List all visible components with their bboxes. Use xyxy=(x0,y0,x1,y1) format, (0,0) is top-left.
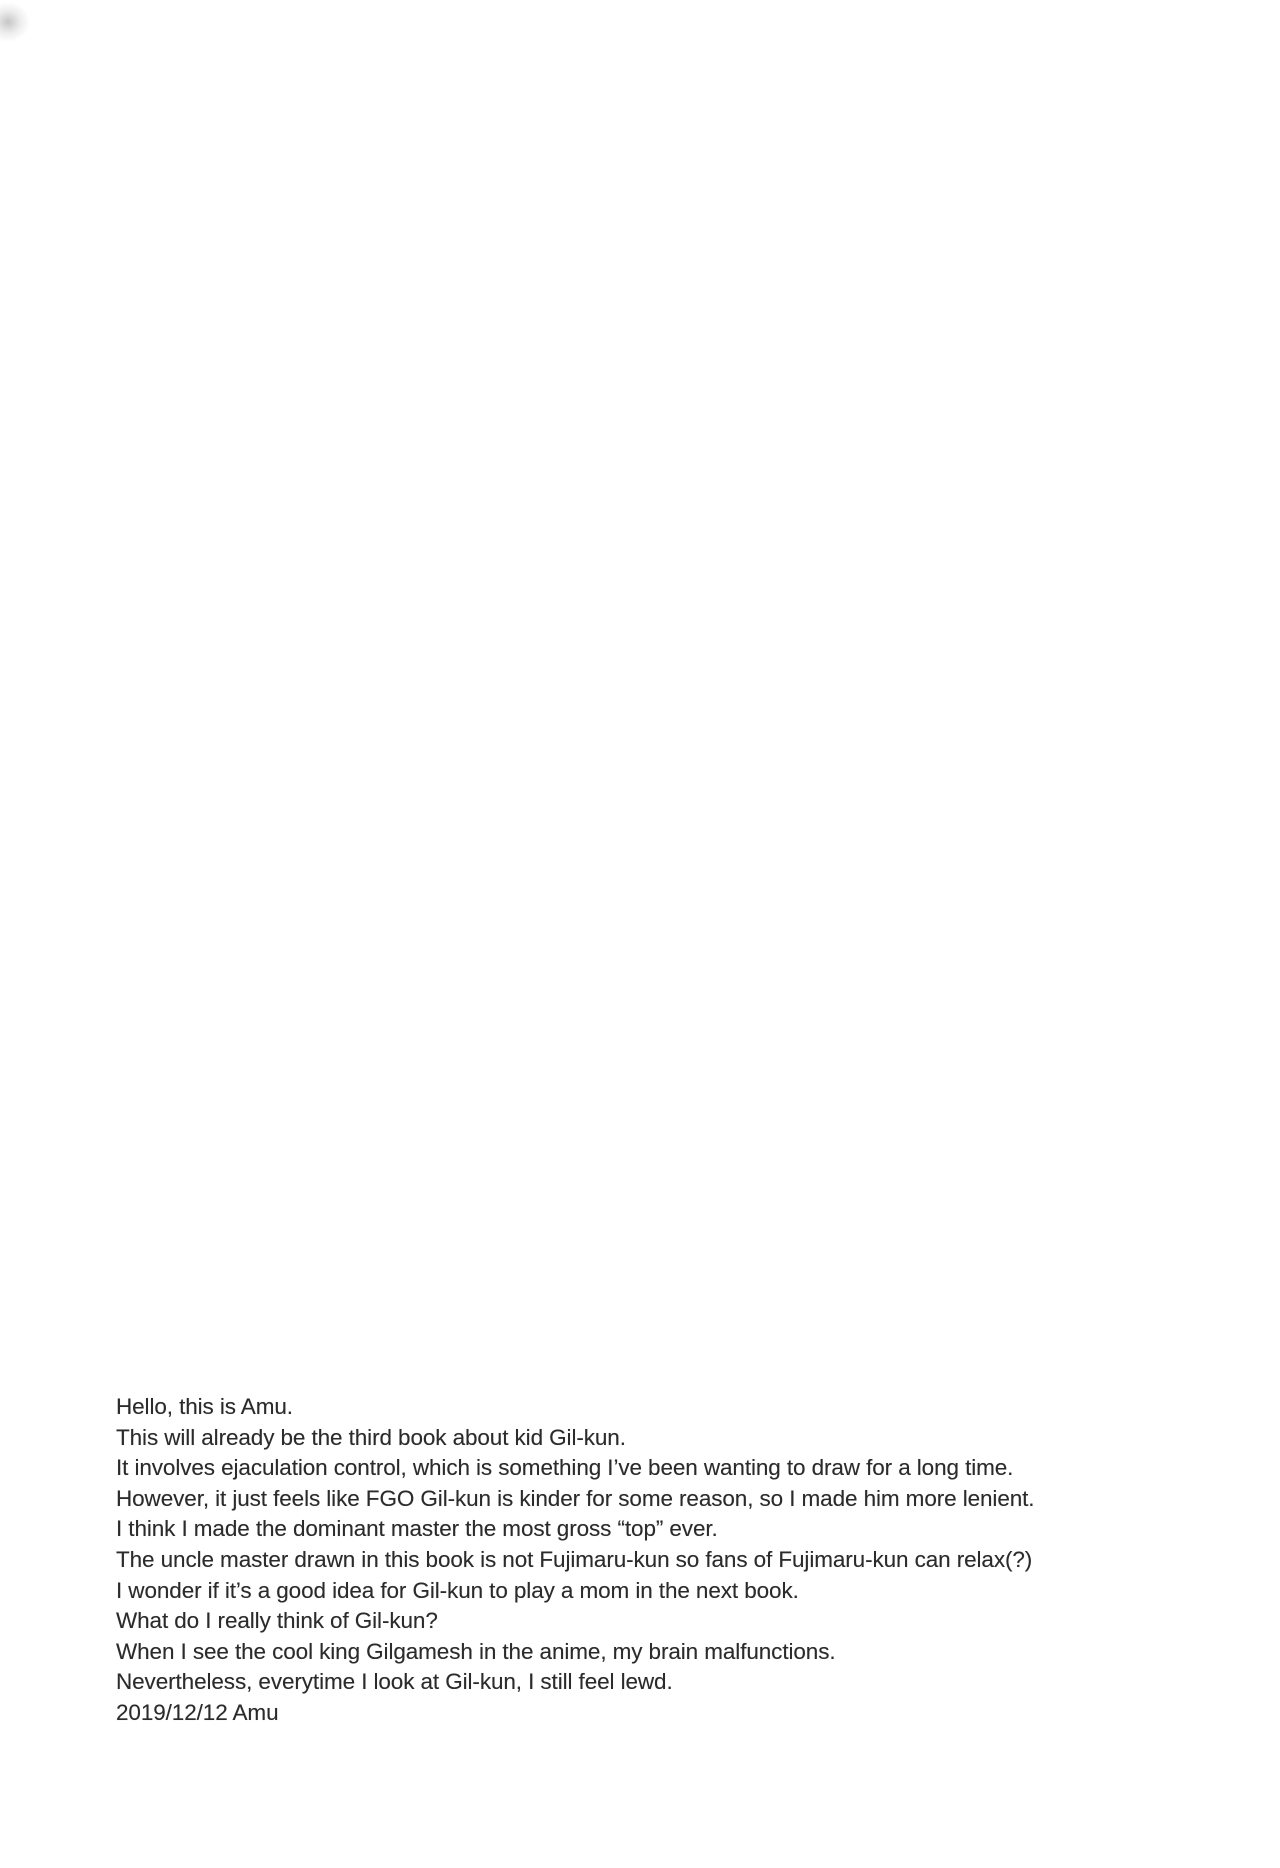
afterword-line-7: I wonder if it’s a good idea for Gil-kun to play a mom in the next book. xyxy=(116,1577,799,1603)
afterword-line-8: What do I really think of Gil-kun? xyxy=(116,1608,438,1634)
afterword-line-signature: 2019/12/12 Amu xyxy=(116,1699,279,1725)
afterword-line-2: This will already be the third book about kid Gil-kun. xyxy=(116,1424,626,1450)
afterword-line-6: The uncle master drawn in this book is not Fujimaru-kun so fans of Fujimaru-kun can relax(?) xyxy=(116,1546,1033,1572)
scan-smudge-artifact xyxy=(0,2,30,42)
afterword-line-4: However, it just feels like FGO Gil-kun is kinder for some reason, so I made him more lenient. xyxy=(116,1485,1035,1511)
afterword-line-greeting: Hello, this is Amu. xyxy=(116,1394,293,1419)
afterword-line-9: When I see the cool king Gilgamesh in the anime, my brain malfunctions. xyxy=(116,1638,836,1664)
afterword-text-block xyxy=(116,1392,1216,1729)
afterword-line-5: I think I made the dominant master the most gross “top” ever. xyxy=(116,1516,718,1542)
afterword-line-3: It involves ejaculation control, which is something I’ve been wanting to draw for a long time. xyxy=(116,1455,1014,1481)
afterword-line-10: Nevertheless, everytime I look at Gil-kun, I still feel lewd. xyxy=(116,1669,673,1695)
